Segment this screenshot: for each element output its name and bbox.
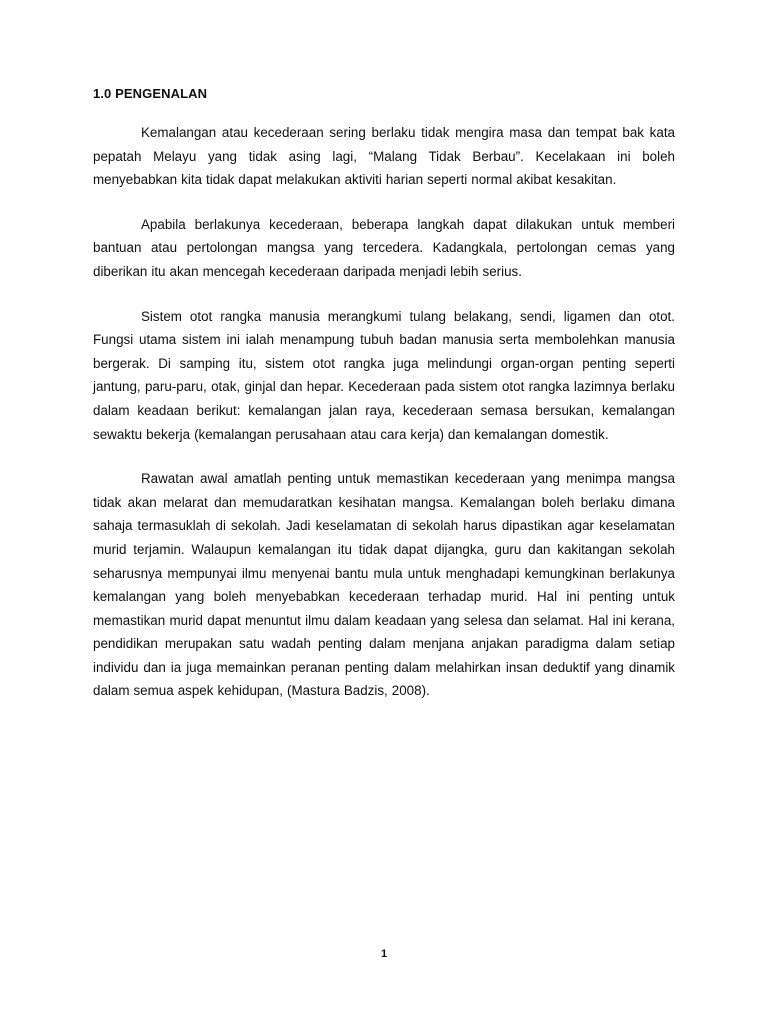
paragraph-intro: Kemalangan atau kecederaan sering berlaku tidak mengira masa dan tempat bak kata pepatah Melayu yang tidak asing lagi, “Malang Tidak Berbau”. Kecelakaan ini boleh menyebabkan kita tidak dapat melakukan aktiviti harian seperti normal akibat kesakitan. (93, 125, 675, 188)
section-heading: 1.0 PENGENALAN (93, 86, 208, 101)
document-body (93, 121, 675, 724)
paragraph-first-aid: Apabila berlakunya kecederaan, beberapa langkah dapat dilakukan untuk memberi bantuan atau pertolongan mangsa yang tercedera. Kadangkala, pertolongan cemas yang diberikan itu akan mencegah kecederaan daripada menjadi lebih serius. (93, 216, 675, 279)
paragraph-early-treatment: Rawatan awal amatlah penting untuk memastikan kecederaan yang menimpa mangsa tidak akan melarat dan memudaratkan kesihatan mangsa. Kemalangan boleh berlaku dimana sahaja termasuklah di sekolah. Jadi keselamatan di sekolah harus dipastikan agar keselamatan murid terjamin. Walaupun kemalangan itu tidak dapat dijangka, guru dan kakitangan sekolah seharusnya mempunyai ilmu menyenai bantu mula untuk menghadapi kemungkinan berlakunya kemalangan yang boleh menyebabkan kecederaan terhadap murid. Hal ini penting untuk memastikan murid dapat menuntut ilmu dalam keadaan yang selesa dan selamat. Hal ini kerana, pendidikan merupakan satu wadah penting dalam menjana anjakan paradigma dalam setiap individu dan ia juga memainkan peranan penting dalam melahirkan insan deduktif yang dinamik dalam semua aspek kehidupan, (Mastura Badzis, 2008). (93, 471, 675, 699)
paragraph-musculoskeletal-system: Sistem otot rangka manusia merangkumi tulang belakang, sendi, ligamen dan otot. Fungsi utama sistem ini ialah menampung tubuh badan manusia serta membolehkan manusia bergerak. Di samping itu, sistem otot rangka juga melindungi organ-organ penting seperti jantung, paru-paru, otak, ginjal dan hepar. Kecederaan pada sistem otot rangka lazimnya berlaku dalam keadaan berikut: kemalangan jalan raya, kecederaan semasa bersukan, kemalangan sewaktu bekerja (kemalangan perusahaan atau cara kerja) dan kemalangan domestik. (93, 308, 675, 442)
page-number: 1 (380, 948, 388, 960)
